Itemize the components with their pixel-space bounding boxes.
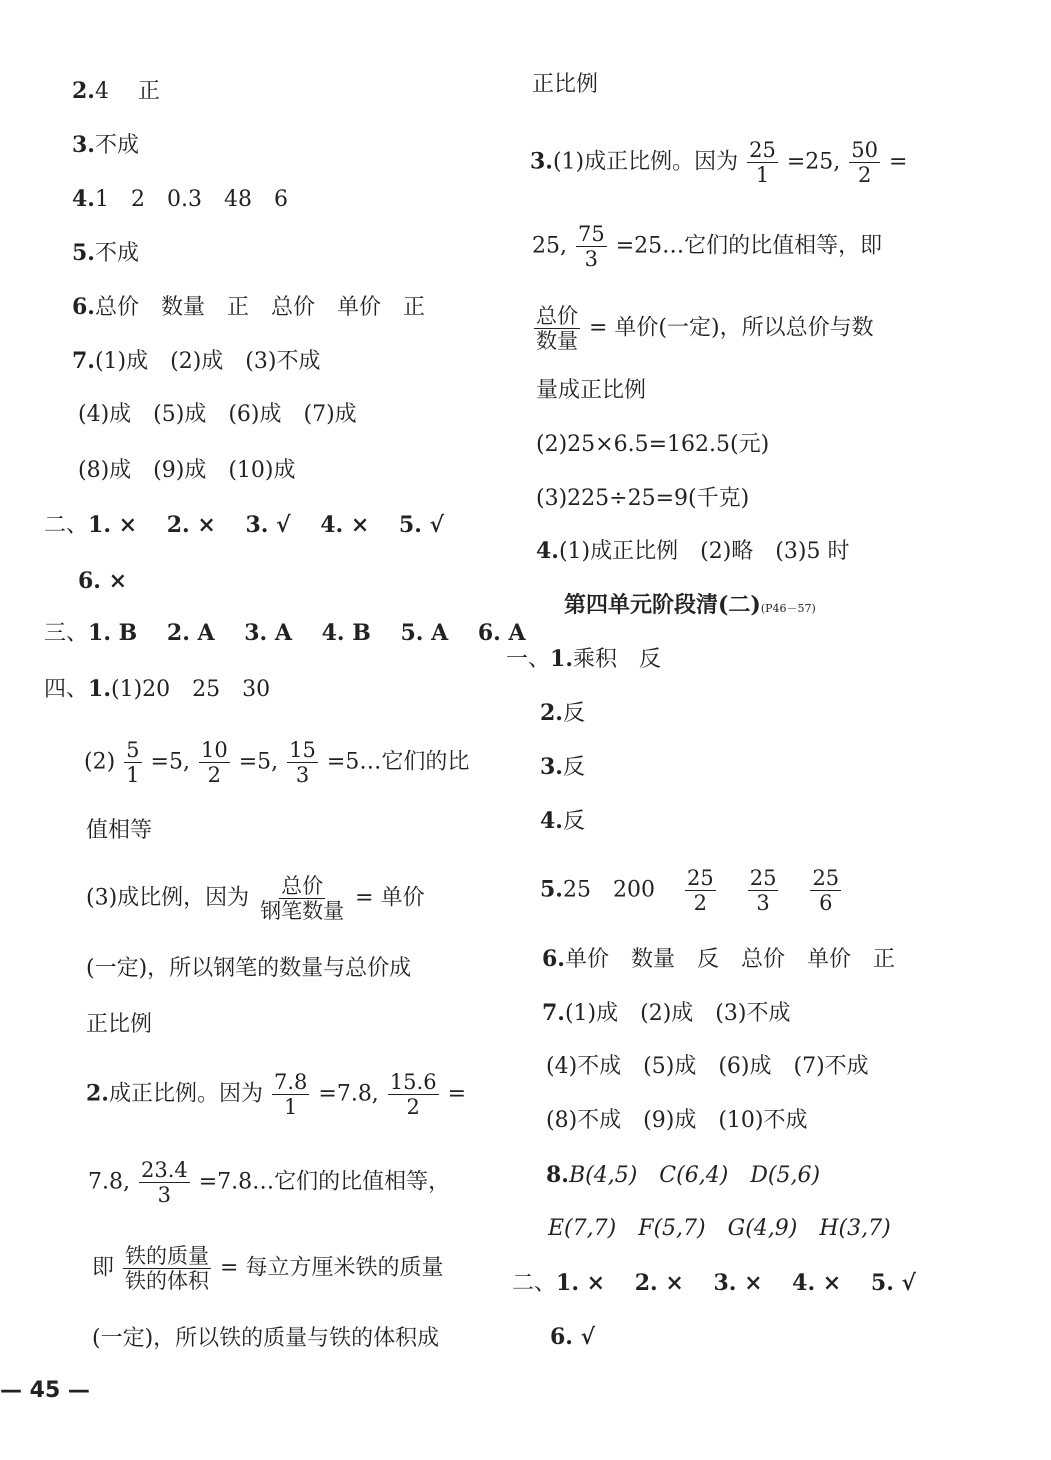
left-line-11: 三、1. B 2. A 3. A 4. B 5. A 6. A (44, 620, 526, 646)
fraction: $\frac{\text{总价}}{\text{数量}}$ (536, 304, 578, 353)
fraction: $\frac{15.6}{2}$ (389, 1070, 437, 1119)
right-line-17: (4)不成 (5)成 (6)成 (7)不成 (546, 1054, 869, 1079)
left-line-18: 2.成正比例。因为 $\frac{7.8}{1}$ =7.8, $\frac{15.6}{2}$ = (86, 1070, 467, 1119)
right-line-3: 25, $\frac{75}{3}$ =25…它们的比值相等，即 (532, 222, 883, 271)
right-line-15: 6.单价 数量 反 总价 单价 正 (542, 946, 895, 972)
fraction: $\frac{25}{3}$ (749, 866, 777, 915)
left-line-15: (3)成比例，因为 $\frac{\text{总价}}{\text{钢笔数量}}$ = 单价 (86, 874, 425, 923)
fraction: $\frac{25}{1}$ (749, 138, 776, 187)
right-line-6: (2)25×6.5=162.5(元) (536, 432, 770, 457)
fraction: $\frac{23.4}{3}$ (140, 1158, 188, 1207)
fraction: $\frac{50}{2}$ (851, 138, 879, 187)
right-line-8: 4.(1)成正比例 (2)略 (3)5 时 (536, 538, 850, 564)
right-line-1: 正比例 (532, 72, 599, 97)
fraction: $\frac{25}{2}$ (686, 866, 714, 915)
fraction: $\frac{10}{2}$ (200, 738, 228, 787)
left-line-17: 正比例 (86, 1012, 153, 1037)
left-line-6: 7.(1)成 (2)成 (3)不成 (72, 348, 321, 374)
fraction: $\frac{\text{铁的质量}}{\text{铁的体积}}$ (125, 1244, 210, 1293)
fraction: $\frac{15}{3}$ (289, 738, 316, 787)
right-line-14: 5.25 200 $\frac{25}{2}$ $\frac{25}{3}$ $\frac{25}{6}$ (540, 866, 840, 915)
fraction: $\frac{7.8}{1}$ (273, 1070, 308, 1119)
right-line-10: 一、1.乘积 反 (506, 646, 661, 672)
right-line-11: 2.反 (540, 700, 585, 726)
fraction: $\frac{\text{总价}}{\text{钢笔数量}}$ (260, 874, 345, 923)
left-line-19: 7.8, $\frac{23.4}{3}$ =7.8…它们的比值相等， (88, 1158, 451, 1207)
right-line-21: 二、1. × 2. × 3. × 4. × 5. √ (512, 1270, 916, 1296)
right-line-2: 3.(1)成正比例。因为 $\frac{25}{1}$ =25, $\frac{50}{2}$ = (530, 138, 908, 187)
left-line-1: 2.4 正 (72, 78, 160, 104)
right-line-19: 8.B(4,5) C(6,4) D(5,6) (546, 1162, 821, 1188)
left-line-3: 4.1 2 0.3 48 6 (72, 186, 288, 212)
right-line-13: 4.反 (540, 808, 585, 834)
right-line-18: (8)不成 (9)成 (10)不成 (546, 1108, 808, 1133)
left-line-20: 即 $\frac{\text{铁的质量}}{\text{铁的体积}}$ = 每立方厘米铁的质量 (92, 1244, 444, 1293)
fraction: $\frac{25}{6}$ (812, 866, 840, 915)
right-line-4: $\frac{\text{总价}}{\text{数量}}$ = 单价(一定)，所以总价与数 (536, 304, 874, 353)
fraction: $\frac{5}{1}$ (126, 738, 140, 787)
left-line-16: (一定)，所以钢笔的数量与总价成 (86, 956, 412, 981)
left-line-14: 值相等 (86, 818, 153, 843)
right-line-22: 6. √ (550, 1324, 596, 1350)
fraction: $\frac{75}{3}$ (578, 222, 605, 271)
left-line-9: 二、1. × 2. × 3. √ 4. × 5. √ (44, 512, 445, 538)
section-title: 第四单元阶段清(二)(P46－57) (564, 592, 816, 618)
left-line-12: 四、1.(1)20 25 30 (44, 676, 271, 702)
right-line-7: (3)225÷25=9(千克) (536, 486, 750, 511)
left-line-21: (一定)，所以铁的质量与铁的体积成 (92, 1326, 440, 1351)
left-line-5: 6.总价 数量 正 总价 单价 正 (72, 294, 425, 320)
right-line-20: E(7,7) F(5,7) G(4,9) H(3,7) (548, 1216, 891, 1241)
right-line-5: 量成正比例 (536, 378, 647, 403)
left-line-7: (4)成 (5)成 (6)成 (7)成 (78, 402, 357, 427)
left-line-2: 3.不成 (72, 132, 139, 158)
right-line-12: 3.反 (540, 754, 585, 780)
left-line-8: (8)成 (9)成 (10)成 (78, 458, 296, 483)
left-line-4: 5.不成 (72, 240, 139, 266)
page-number: — 45 — (0, 1378, 90, 1403)
left-line-10: 6. × (78, 568, 128, 594)
left-line-13: (2) $\frac{5}{1}$ =5, $\frac{10}{2}$ =5, $\frac{15}{3}$ =5…它们的比 (84, 738, 470, 787)
right-line-16: 7.(1)成 (2)成 (3)不成 (542, 1000, 791, 1026)
